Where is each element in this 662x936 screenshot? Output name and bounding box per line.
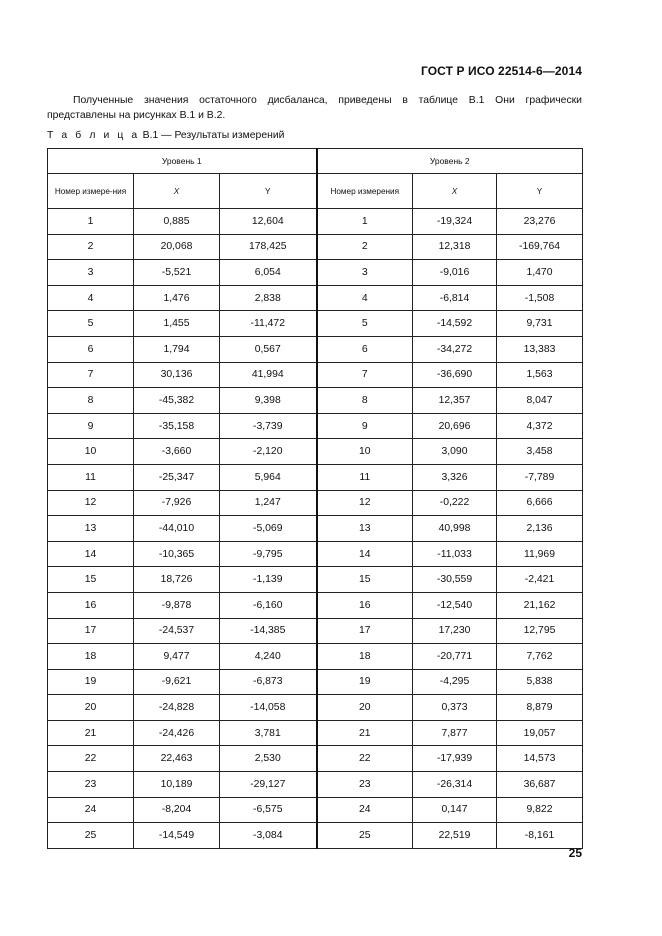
cell-number-1: 25 <box>48 823 134 849</box>
table-caption-title: В.1 — Результаты измерений <box>139 130 285 141</box>
cell-x-2: -9,016 <box>413 260 497 286</box>
cell-number-1: 20 <box>48 695 134 721</box>
cell-number-2: 20 <box>317 695 413 721</box>
cell-y-1: -11,472 <box>220 311 317 337</box>
cell-x-1: -9,878 <box>134 592 220 618</box>
cell-y-2: 3,458 <box>497 439 583 465</box>
cell-number-2: 9 <box>317 413 413 439</box>
cell-number-2: 25 <box>317 823 413 849</box>
cell-number-1: 15 <box>48 567 134 593</box>
cell-x-1: 18,726 <box>134 567 220 593</box>
measurement-results-table <box>47 148 583 849</box>
table-row <box>48 464 583 490</box>
cell-y-2: 9,731 <box>497 311 583 337</box>
cell-number-1: 10 <box>48 439 134 465</box>
cell-y-2: 8,047 <box>497 388 583 414</box>
cell-y-1: 5,964 <box>220 464 317 490</box>
table-row <box>48 336 583 362</box>
cell-number-1: 23 <box>48 772 134 798</box>
cell-y-1: -6,575 <box>220 797 317 823</box>
table-row <box>48 490 583 516</box>
cell-number-2: 5 <box>317 311 413 337</box>
cell-y-1: 0,567 <box>220 336 317 362</box>
cell-x-2: -30,559 <box>413 567 497 593</box>
column-header-row <box>48 174 583 209</box>
cell-x-1: -24,426 <box>134 720 220 746</box>
cell-number-1: 21 <box>48 720 134 746</box>
cell-x-1: -14,549 <box>134 823 220 849</box>
cell-y-2: 1,470 <box>497 260 583 286</box>
cell-x-2: -17,939 <box>413 746 497 772</box>
cell-x-1: 1,455 <box>134 311 220 337</box>
cell-x-2: -34,272 <box>413 336 497 362</box>
cell-y-2: 1,563 <box>497 362 583 388</box>
cell-number-2: 7 <box>317 362 413 388</box>
cell-y-1: -3,084 <box>220 823 317 849</box>
cell-y-1: 3,781 <box>220 720 317 746</box>
cell-y-1: -6,873 <box>220 669 317 695</box>
cell-y-1: -14,058 <box>220 695 317 721</box>
table-row <box>48 669 583 695</box>
cell-number-2: 13 <box>317 516 413 542</box>
cell-x-2: 0,147 <box>413 797 497 823</box>
table-caption <box>47 130 284 141</box>
intro-paragraph: Полученные значения остаточного дисбаланса, приведены в таблице В.1 Они графически представлены на рисунках В.1 и В.2. <box>47 95 582 121</box>
cell-number-1: 8 <box>48 388 134 414</box>
cell-number-1: 5 <box>48 311 134 337</box>
cell-number-2: 4 <box>317 285 413 311</box>
cell-number-2: 16 <box>317 592 413 618</box>
cell-number-1: 4 <box>48 285 134 311</box>
cell-x-2: -14,592 <box>413 311 497 337</box>
cell-x-2: -36,690 <box>413 362 497 388</box>
cell-x-1: 1,476 <box>134 285 220 311</box>
cell-number-1: 1 <box>48 209 134 235</box>
cell-y-2: 14,573 <box>497 746 583 772</box>
cell-number-1: 2 <box>48 234 134 260</box>
table-row <box>48 285 583 311</box>
cell-x-1: -8,204 <box>134 797 220 823</box>
cell-y-1: -5,069 <box>220 516 317 542</box>
cell-x-2: -12,540 <box>413 592 497 618</box>
cell-y-1: 2,530 <box>220 746 317 772</box>
cell-number-2: 3 <box>317 260 413 286</box>
table-row <box>48 644 583 670</box>
cell-number-1: 11 <box>48 464 134 490</box>
cell-y-2: 6,666 <box>497 490 583 516</box>
cell-y-2: 23,276 <box>497 209 583 235</box>
cell-x-1: -45,382 <box>134 388 220 414</box>
cell-y-2: 2,136 <box>497 516 583 542</box>
cell-y-2: 11,969 <box>497 541 583 567</box>
table-row <box>48 388 583 414</box>
cell-y-1: -2,120 <box>220 439 317 465</box>
cell-y-1: 12,604 <box>220 209 317 235</box>
table-row <box>48 592 583 618</box>
cell-y-1: -1,139 <box>220 567 317 593</box>
cell-number-2: 2 <box>317 234 413 260</box>
cell-x-2: 0,373 <box>413 695 497 721</box>
cell-x-2: 12,357 <box>413 388 497 414</box>
cell-number-1: 18 <box>48 644 134 670</box>
cell-x-1: -24,828 <box>134 695 220 721</box>
cell-y-2: 19,057 <box>497 720 583 746</box>
cell-y-1: -9,795 <box>220 541 317 567</box>
cell-number-2: 22 <box>317 746 413 772</box>
cell-y-1: 178,425 <box>220 234 317 260</box>
cell-y-2: 9,822 <box>497 797 583 823</box>
cell-x-2: 3,090 <box>413 439 497 465</box>
cell-y-2: 8,879 <box>497 695 583 721</box>
cell-x-2: -26,314 <box>413 772 497 798</box>
cell-x-1: -9,621 <box>134 669 220 695</box>
cell-number-2: 1 <box>317 209 413 235</box>
cell-x-2: -4,295 <box>413 669 497 695</box>
cell-x-2: -11,033 <box>413 541 497 567</box>
table-row <box>48 797 583 823</box>
column-header-x-2: X <box>413 174 497 209</box>
cell-number-2: 24 <box>317 797 413 823</box>
cell-y-2: 13,383 <box>497 336 583 362</box>
table-row <box>48 567 583 593</box>
cell-x-2: -6,814 <box>413 285 497 311</box>
cell-number-1: 19 <box>48 669 134 695</box>
cell-x-1: 22,463 <box>134 746 220 772</box>
table-row <box>48 823 583 849</box>
table-row <box>48 260 583 286</box>
table-row <box>48 516 583 542</box>
cell-number-1: 3 <box>48 260 134 286</box>
table-row <box>48 234 583 260</box>
cell-x-1: -25,347 <box>134 464 220 490</box>
column-header-x-1: X <box>134 174 220 209</box>
cell-x-1: 10,189 <box>134 772 220 798</box>
column-header-number-2: Номер измерения <box>317 174 413 209</box>
cell-y-2: -8,161 <box>497 823 583 849</box>
cell-number-2: 23 <box>317 772 413 798</box>
cell-number-1: 12 <box>48 490 134 516</box>
page-number: 25 <box>568 846 582 860</box>
cell-number-2: 8 <box>317 388 413 414</box>
standard-header: ГОСТ Р ИСО 22514-6—2014 <box>420 64 582 78</box>
cell-x-2: 3,326 <box>413 464 497 490</box>
column-header-y-1: Y <box>220 174 317 209</box>
cell-number-1: 9 <box>48 413 134 439</box>
cell-x-1: -10,365 <box>134 541 220 567</box>
table-row <box>48 746 583 772</box>
cell-number-2: 21 <box>317 720 413 746</box>
cell-number-1: 17 <box>48 618 134 644</box>
cell-y-1: 1,247 <box>220 490 317 516</box>
table-row <box>48 695 583 721</box>
cell-number-2: 17 <box>317 618 413 644</box>
cell-x-1: -35,158 <box>134 413 220 439</box>
cell-x-2: 20,696 <box>413 413 497 439</box>
cell-x-2: 7,877 <box>413 720 497 746</box>
cell-x-2: 40,998 <box>413 516 497 542</box>
cell-y-2: -7,789 <box>497 464 583 490</box>
cell-y-1: 2,838 <box>220 285 317 311</box>
cell-x-2: -20,771 <box>413 644 497 670</box>
table-row <box>48 618 583 644</box>
cell-number-2: 10 <box>317 439 413 465</box>
cell-number-2: 12 <box>317 490 413 516</box>
cell-y-2: -169,764 <box>497 234 583 260</box>
cell-x-1: -24,537 <box>134 618 220 644</box>
cell-y-1: -14,385 <box>220 618 317 644</box>
cell-y-1: -3,739 <box>220 413 317 439</box>
level-2-header: Уровень 2 <box>317 149 583 174</box>
cell-y-2: 4,372 <box>497 413 583 439</box>
table-row <box>48 720 583 746</box>
column-header-y-2: Y <box>497 174 583 209</box>
cell-number-2: 6 <box>317 336 413 362</box>
table-row <box>48 772 583 798</box>
table-body <box>48 209 583 849</box>
table-row <box>48 209 583 235</box>
cell-y-2: 21,162 <box>497 592 583 618</box>
cell-x-1: 0,885 <box>134 209 220 235</box>
cell-y-2: 36,687 <box>497 772 583 798</box>
column-header-number-1: Номер измере-ния <box>48 174 134 209</box>
table-row <box>48 439 583 465</box>
cell-y-2: -2,421 <box>497 567 583 593</box>
cell-y-2: 5,838 <box>497 669 583 695</box>
cell-number-1: 13 <box>48 516 134 542</box>
cell-number-1: 7 <box>48 362 134 388</box>
cell-number-2: 18 <box>317 644 413 670</box>
cell-y-1: 9,398 <box>220 388 317 414</box>
table-caption-prefix: Т а б л и ц а <box>47 130 140 141</box>
cell-x-1: 9,477 <box>134 644 220 670</box>
cell-y-1: -6,160 <box>220 592 317 618</box>
cell-number-2: 19 <box>317 669 413 695</box>
cell-x-1: -3,660 <box>134 439 220 465</box>
cell-y-1: 6,054 <box>220 260 317 286</box>
cell-y-1: 4,240 <box>220 644 317 670</box>
cell-number-1: 6 <box>48 336 134 362</box>
cell-x-1: -7,926 <box>134 490 220 516</box>
level-1-header: Уровень 1 <box>48 149 317 174</box>
table-row <box>48 541 583 567</box>
cell-number-2: 11 <box>317 464 413 490</box>
cell-x-1: 1,794 <box>134 336 220 362</box>
cell-y-1: -29,127 <box>220 772 317 798</box>
cell-number-1: 22 <box>48 746 134 772</box>
cell-x-1: 30,136 <box>134 362 220 388</box>
cell-y-1: 41,994 <box>220 362 317 388</box>
cell-x-1: 20,068 <box>134 234 220 260</box>
cell-y-2: 12,795 <box>497 618 583 644</box>
cell-x-2: -0,222 <box>413 490 497 516</box>
cell-number-1: 16 <box>48 592 134 618</box>
table-row <box>48 413 583 439</box>
table-row <box>48 311 583 337</box>
cell-x-2: -19,324 <box>413 209 497 235</box>
cell-x-1: -5,521 <box>134 260 220 286</box>
cell-y-2: -1,508 <box>497 285 583 311</box>
cell-x-1: -44,010 <box>134 516 220 542</box>
table-row <box>48 362 583 388</box>
cell-number-1: 14 <box>48 541 134 567</box>
level-header-row <box>48 149 583 174</box>
cell-x-2: 22,519 <box>413 823 497 849</box>
cell-x-2: 12,318 <box>413 234 497 260</box>
cell-number-2: 14 <box>317 541 413 567</box>
cell-number-1: 24 <box>48 797 134 823</box>
cell-number-2: 15 <box>317 567 413 593</box>
cell-y-2: 7,762 <box>497 644 583 670</box>
cell-x-2: 17,230 <box>413 618 497 644</box>
